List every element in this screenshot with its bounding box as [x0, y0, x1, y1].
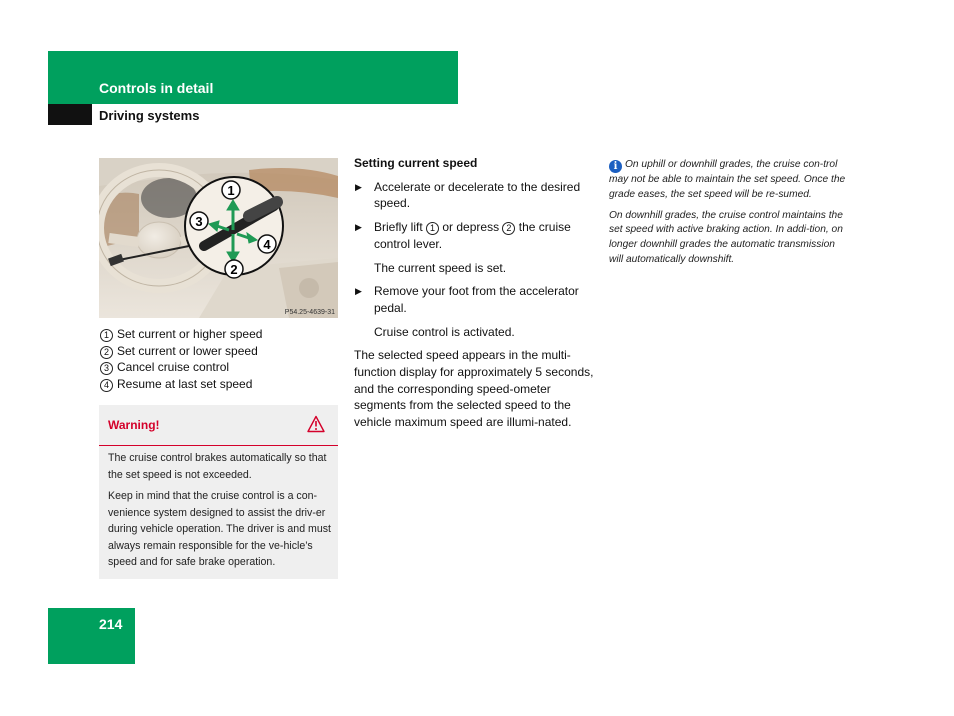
callout-1: 1: [227, 183, 235, 198]
step-result: The current speed is set.: [374, 260, 507, 275]
warning-paragraph-1: The cruise control brakes automatically so that the set speed is not exceeded.: [108, 452, 327, 481]
legend-item: [100, 359, 262, 376]
step-text: the cruise control lever.: [374, 220, 571, 251]
info-note: [609, 158, 849, 274]
subsection-title: Driving systems: [99, 108, 200, 123]
display-paragraph: The selected speed appears in the multi-function display for approximately 5 seconds, and the corresponding speed-ometer segments from the selected speed to the vehicle maximum speed are illumi-nated.: [354, 348, 594, 430]
page-number: 214: [99, 616, 123, 632]
setting-heading: Setting current speed: [354, 156, 478, 170]
legend-item: [100, 326, 262, 343]
step-bullet: ▶ Remove your foot from the accelerator pedal.: [354, 283, 594, 316]
legend-number: 4: [100, 379, 113, 392]
step-bullet: ▶ Accelerate or decelerate to the desired speed.: [354, 179, 594, 212]
dashboard-illustration: [99, 158, 338, 318]
legend-item: [100, 343, 262, 360]
info-icon: i: [609, 160, 622, 173]
warning-box: [99, 405, 338, 579]
inline-number: 1: [426, 222, 439, 235]
info-paragraph-2: On downhill grades, the cruise control maintains the set speed with active braking action. In addi-tion, on longer downhill grades the automatic transmission will automatically downshift.: [609, 209, 843, 265]
warning-triangle-icon: [307, 415, 325, 433]
info-text: On uphill or downhill grades, the cruise con-trol may not be able to maintain the set speed. Once the grade eases, the set speed will be re-sumed.: [609, 159, 846, 200]
step-text: Briefly lift: [374, 220, 423, 235]
legend-text: Set current or lower speed: [117, 343, 258, 358]
step-text: or depress: [442, 220, 500, 235]
legend-number: 2: [100, 346, 113, 359]
callout-4: 4: [263, 237, 271, 252]
legend-text: Resume at last set speed: [117, 377, 253, 392]
legend-text: Set current or higher speed: [117, 327, 263, 341]
figure-code: P54.25-4639-31: [284, 309, 335, 316]
warning-divider: [99, 445, 338, 446]
legend-item: [100, 376, 262, 393]
warning-title: Warning!: [108, 418, 160, 432]
cruise-control-lever-figure: [99, 158, 338, 318]
figure-legend: [100, 326, 262, 393]
legend-text: Cancel cruise control: [117, 360, 230, 375]
setting-speed-section: [354, 155, 594, 431]
callout-2: 2: [230, 262, 238, 277]
step-result: Cruise control is activated.: [374, 324, 515, 339]
section-marker-tab: [48, 104, 92, 125]
section-title: Controls in detail: [99, 80, 214, 96]
legend-number: 3: [100, 362, 113, 375]
inline-number: 2: [502, 222, 515, 235]
warning-paragraph-2: Keep in mind that the cruise control is a con-venience system designed to assist the driv-er during vehicle operation. The driver is and must always remain responsible for the ve-hicle’s speed and for safe brake operation.: [108, 490, 331, 569]
info-paragraph-1: [609, 158, 849, 203]
callout-3: 3: [195, 214, 203, 229]
legend-number: 1: [100, 329, 113, 342]
step-bullet: [354, 219, 594, 252]
header-band: [48, 51, 458, 104]
